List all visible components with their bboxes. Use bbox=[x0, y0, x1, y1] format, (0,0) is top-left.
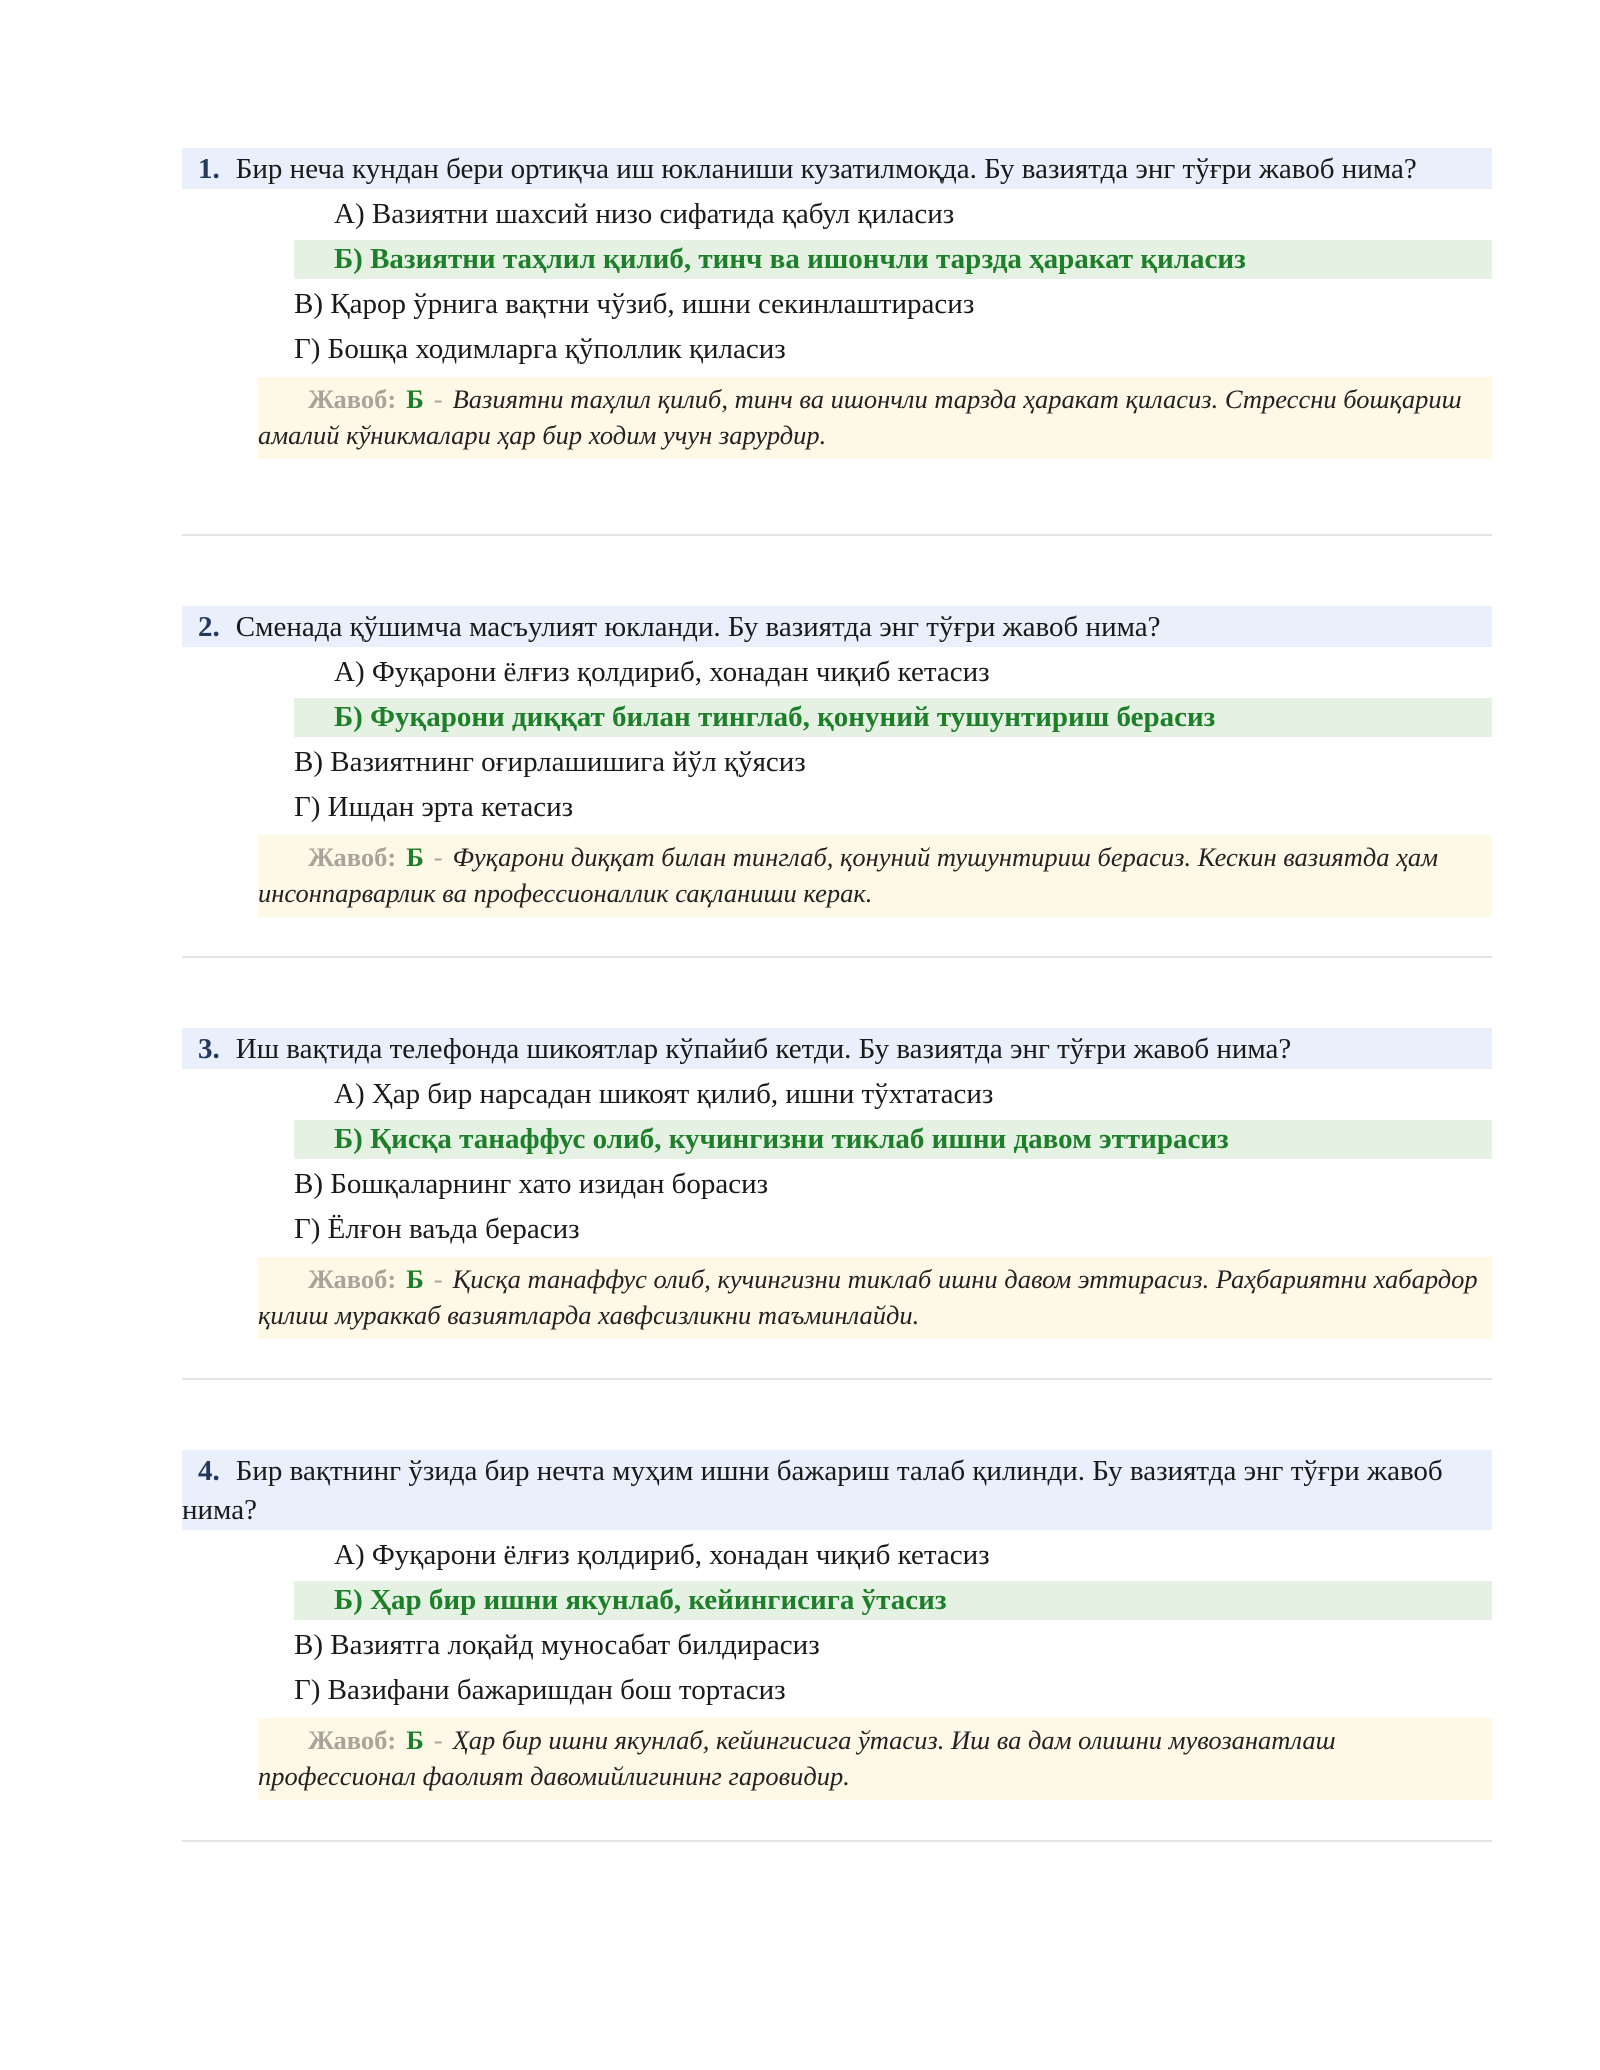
answer-label: Жавоб: bbox=[308, 842, 397, 872]
option-a: А) Вазиятни шахсий низо сифатида қабул қиласиз bbox=[334, 198, 955, 230]
option-c: В) Қарор ўрнига вақтни чўзиб, ишни секинлаштирасиз bbox=[294, 288, 975, 320]
option-b-correct: Б) Қисқа танаффус олиб, кучингизни тиклаб ишни давом эттирасиз bbox=[294, 1120, 1492, 1159]
question-number: 4. bbox=[198, 1455, 220, 1487]
question-block-1 bbox=[182, 148, 1492, 459]
answer-letter: Б bbox=[406, 384, 424, 414]
option-c: В) Бошқаларнинг хато изидан борасиз bbox=[294, 1168, 769, 1200]
question-text: 1. Бир неча кундан бери ортиқча иш юкланиши кузатилмоқда. Бу вазиятда энг тўғри жавоб нима? bbox=[182, 148, 1492, 189]
answer-explanation: Фуқарони диққат билан тинглаб, қонуний тушунтириш берасиз. Кескин вазиятда ҳам инсонпарварлик ва профессионаллик сақланиши керак. bbox=[258, 842, 1439, 908]
divider bbox=[182, 1840, 1492, 1842]
answer-explanation: Ҳар бир ишни якунлаб, кейингисига ўтасиз. Иш ва дам олишни мувозанатлаш профессионал фаолият давомийлигининг гаровидир. bbox=[258, 1725, 1336, 1791]
answer-letter: Б bbox=[406, 1725, 424, 1755]
answer-box: Жавоб: Б - Вазиятни таҳлил қилиб, тинч ва ишончли тарзда ҳаракат қиласиз. Стрессни бошқариш амалий кўникмалари ҳар бир ходим учун зарурдир. bbox=[258, 377, 1492, 459]
answer-label: Жавоб: bbox=[308, 1264, 397, 1294]
answer-letter: Б bbox=[406, 842, 424, 872]
question-number: 1. bbox=[198, 153, 220, 185]
option-d: Г) Ишдан эрта кетасиз bbox=[294, 791, 574, 823]
divider bbox=[182, 1378, 1492, 1380]
question-block-2 bbox=[182, 606, 1492, 917]
option-a: А) Ҳар бир нарсадан шикоят қилиб, ишни тўхтатасиз bbox=[334, 1078, 994, 1110]
answer-label: Жавоб: bbox=[308, 1725, 397, 1755]
answer-box: Жавоб: Б - Ҳар бир ишни якунлаб, кейингисига ўтасиз. Иш ва дам олишни мувозанатлаш профессионал фаолият давомийлигининг гаровидир. bbox=[258, 1718, 1492, 1800]
answer-box: Жавоб: Б - Фуқарони диққат билан тинглаб, қонуний тушунтириш берасиз. Кескин вазиятда ҳам инсонпарварлик ва профессионаллик сақланиши керак. bbox=[258, 835, 1492, 917]
answer-explanation: Вазиятни таҳлил қилиб, тинч ва ишончли тарзда ҳаракат қиласиз. Стрессни бошқариш амалий кўникмалари ҳар бир ходим учун зарурдир. bbox=[258, 384, 1462, 450]
option-d: Г) Бошқа ходимларга қўполлик қиласиз bbox=[294, 333, 786, 365]
question-block-4 bbox=[182, 1450, 1492, 1800]
question-text: 2. Сменада қўшимча масъулият юкланди. Бу вазиятда энг тўғри жавоб нима? bbox=[182, 606, 1492, 647]
option-b-correct: Б) Вазиятни таҳлил қилиб, тинч ва ишончли тарзда ҳаракат қиласиз bbox=[294, 240, 1492, 279]
option-a: А) Фуқарони ёлғиз қолдириб, хонадан чиқиб кетасиз bbox=[334, 656, 990, 688]
answer-label: Жавоб: bbox=[308, 384, 397, 414]
question-number: 2. bbox=[198, 611, 220, 643]
option-b-correct: Б) Ҳар бир ишни якунлаб, кейингисига ўтасиз bbox=[294, 1581, 1492, 1620]
answer-box: Жавоб: Б - Қисқа танаффус олиб, кучингизни тиклаб ишни давом эттирасиз. Раҳбариятни хабардор қилиш мураккаб вазиятларда хавфсизликни таъминлайди. bbox=[258, 1257, 1492, 1339]
question-block-3 bbox=[182, 1028, 1492, 1339]
option-d: Г) Вазифани бажаришдан бош тортасиз bbox=[294, 1674, 786, 1706]
option-a: А) Фуқарони ёлғиз қолдириб, хонадан чиқиб кетасиз bbox=[334, 1539, 990, 1571]
answer-explanation: Қисқа танаффус олиб, кучингизни тиклаб ишни давом эттирасиз. Раҳбариятни хабардор қилиш мураккаб вазиятларда хавфсизликни таъминлайди. bbox=[258, 1264, 1478, 1330]
divider bbox=[182, 534, 1492, 536]
question-text: 4. Бир вақтнинг ўзида бир нечта муҳим ишни бажариш талаб қилинди. Бу вазиятда энг тўғри жавоб нима? bbox=[182, 1450, 1492, 1530]
answer-letter: Б bbox=[406, 1264, 424, 1294]
option-c: В) Вазиятнинг оғирлашишига йўл қўясиз bbox=[294, 746, 806, 778]
option-c: В) Вазиятга лоқайд муносабат билдирасиз bbox=[294, 1629, 820, 1661]
question-number: 3. bbox=[198, 1033, 220, 1065]
option-d: Г) Ёлғон ваъда берасиз bbox=[294, 1213, 580, 1245]
option-b-correct: Б) Фуқарони диққат билан тинглаб, қонуний тушунтириш берасиз bbox=[294, 698, 1492, 737]
divider bbox=[182, 956, 1492, 958]
question-text: 3. Иш вақтида телефонда шикоятлар кўпайиб кетди. Бу вазиятда энг тўғри жавоб нима? bbox=[182, 1028, 1492, 1069]
